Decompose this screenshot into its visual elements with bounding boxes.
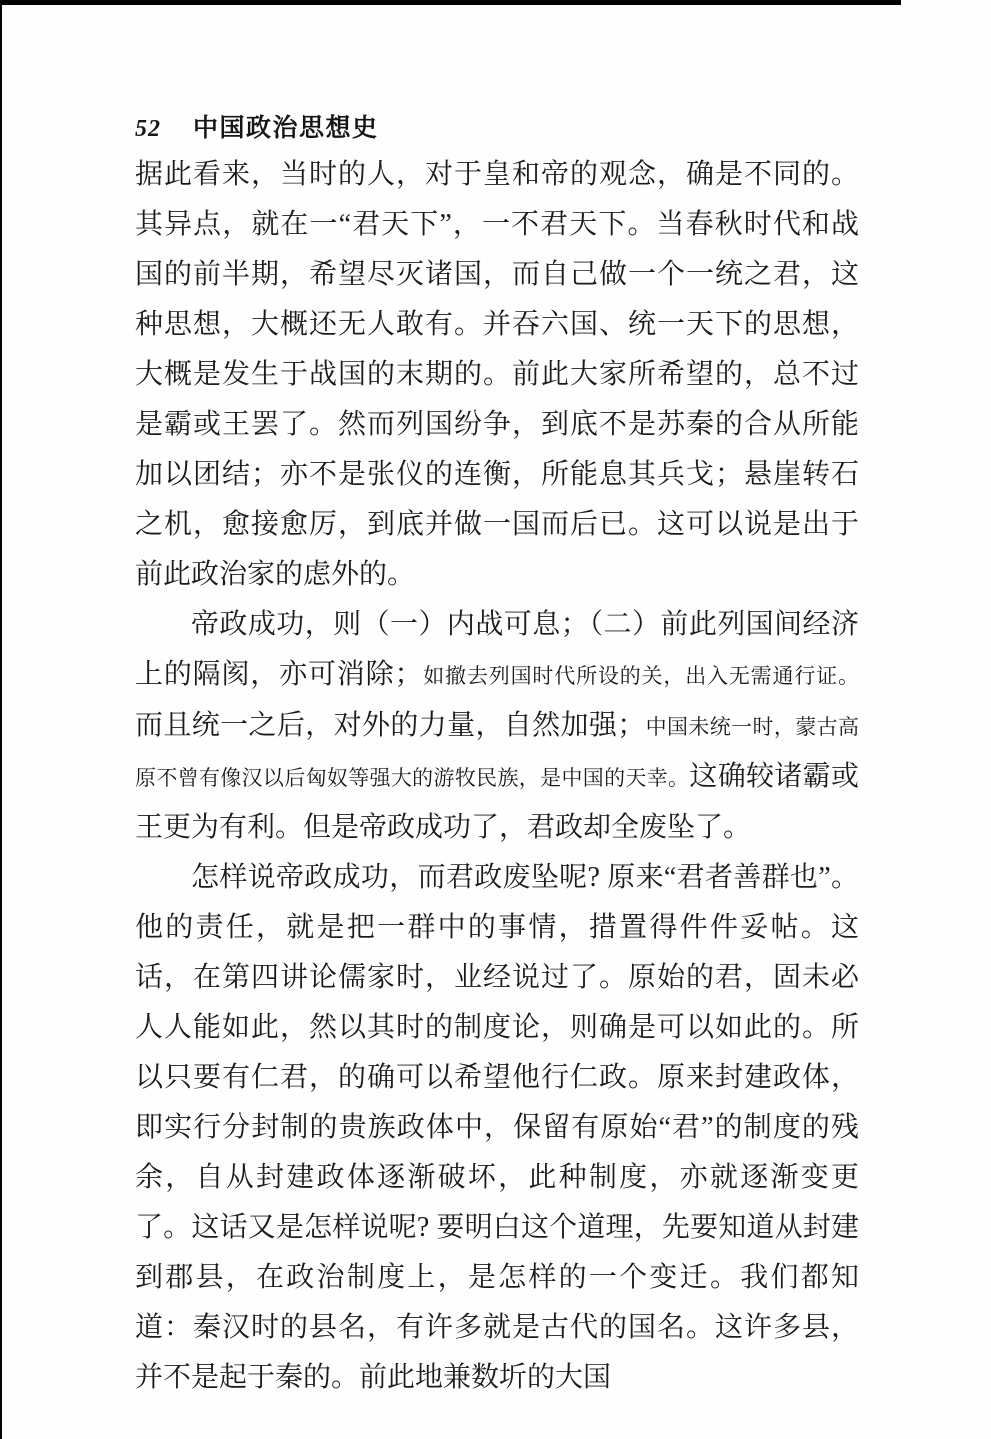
scan-top-edge-bar [0, 0, 901, 5]
body-text-segment: 这确较诸霸或王更为有利。但是帝政成功了，君政却全废坠了。 [135, 761, 859, 843]
inline-annotation-text: 中国未统一时，蒙古高原不曾有像汉以后匈奴等强大的游牧民族，是中国的天幸。 [135, 715, 859, 790]
running-header [135, 108, 379, 144]
body-text-segment: 据此看来，当时的人，对于皇和帝的观念，确是不同的。其异点，就在一“君天下”，一不君天下。当春秋时代和战国的前半期，希望尽灭诸国，而自己做一个一统之君，这种思想，大概还无人敢有。并吞六国、统一天下的思想，大概是发生于战国的末期的。前此大家所希望的，总不过是霸或王罢了。然而列国纷争，到底不是苏秦的合从所能加以团结；亦不是张仪的连衡，所能息其兵戈；悬崖转石之机，愈接愈厉，到底并做一国而后已。这可以说是出于前此政治家的虑外的。 [135, 159, 859, 590]
paragraph [135, 150, 859, 600]
page-number: 52 [135, 116, 161, 142]
book-title: 中国政治思想史 [193, 115, 379, 142]
paragraph [135, 600, 859, 853]
scan-left-edge-rule [0, 0, 2, 1439]
paragraph [135, 853, 859, 1403]
body-text-segment: 帝政成功，则（一）内战可息；（二）前此列国间经济上的隔阂，亦可消除； [135, 609, 859, 690]
inline-annotation-text: 如撤去列国时代所设的关，出入无需通行证。 [422, 664, 859, 688]
body-text-segment: 怎样说帝政成功，而君政废坠呢? 原来“君者善群也”。他的责任，就是把一群中的事情，措置得件件妥帖。这话，在第四讲论儒家时，业经说过了。原始的君，固未必人人能如此，然以其时的制度论，则确是可以如此的。所以只要有仁君，的确可以希望他行仁政。原来封建政体，即实行分封制的贵族政体中，保留有原始“君”的制度的残余，自从封建政体逐渐破坏，此种制度，亦就逐渐变更了。这话又是怎样说呢? 要明白这个道理，先要知道从封建到郡县，在政治制度上，是怎样的一个变迁。我们都知道：秦汉时的县名，有许多就是古代的国名。这许多县，并不是起于秦的。前此地兼数圻的大国 [135, 862, 859, 1393]
body-text-segment: 而且统一之后，对外的力量，自然加强； [135, 710, 646, 741]
page-body-text [135, 150, 859, 1403]
